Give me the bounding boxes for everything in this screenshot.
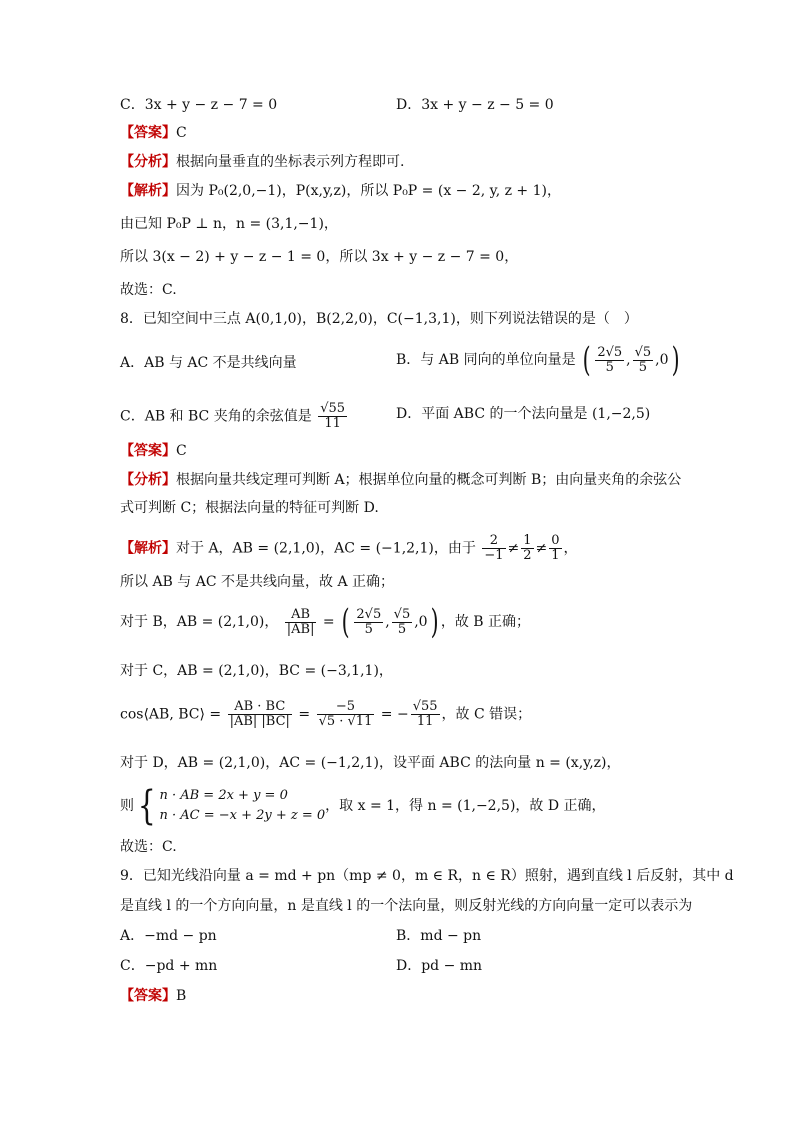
q8-solution-row-c2: cos⟨AB, BC⟩ = $\frac{AB \cdot BC}{|AB| |BC|}$ = $\frac{-5}{√5 \cdot √11}$ = − $\frac{√55}{11}$ ，故 C 错误； bbox=[120, 699, 532, 729]
q9-option-b: B．md − pn bbox=[396, 928, 482, 944]
q8-solution-row-d2: 则{ n · AB = 2x + y = 0 n · AC = −x + 2y + z = 0 ，取 x = 1，得 n = (1,−2,5)，故 D 正确， bbox=[120, 783, 606, 829]
q8-solution-row-a: 【解析】对于 A，AB = (2,1,0)，AC = (−1,2,1)，由于 $\frac{2}{-1}$ ≠ $\frac{1}{2}$ ≠ $\frac{0}{1}$ ， bbox=[120, 533, 578, 563]
solution-text: 对于 A，AB = (2,1,0)，AC = (−1,2,1)，由于 bbox=[176, 540, 476, 557]
option-b-text: B．与 AB 同向的单位向量是 bbox=[396, 352, 576, 368]
answer-value: C bbox=[176, 125, 187, 141]
analysis-tag: 【分析】 bbox=[120, 154, 176, 170]
solution-text: 因为 P₀(2,0,−1)，P(x,y,z)，所以 P₀P = (x − 2, y, z + 1)， bbox=[176, 183, 561, 199]
q8-stem: 8．已知空间中三点 A(0,1,0)，B(2,2,0)，C(−1,3,1)，则下列说法错误的是（ ） bbox=[120, 311, 638, 327]
q8-option-d: D．平面 ABC 的一个法向量是 (1,−2,5) bbox=[396, 406, 651, 422]
q9-stem-2: 是直线 l 的一个方向向量，n 是直线 l 的一个法向量，则反射光线的方向向量一定可以表示为 bbox=[120, 898, 693, 914]
q8-analysis-row-1 bbox=[120, 470, 681, 490]
q7-solution-row-4: 故选：C. bbox=[120, 282, 177, 298]
q8-solution-row-a2: 所以 AB 与 AC 不是共线向量，故 A 正确； bbox=[120, 574, 395, 590]
answer-value: C bbox=[176, 443, 187, 459]
solution-text: 对于 B，AB = (2,1,0)， bbox=[120, 614, 279, 630]
q7-solution-row-1 bbox=[120, 181, 561, 201]
equation-system: n · AB = 2x + y = 0 n · AC = −x + 2y + z = 0 bbox=[159, 788, 326, 823]
q7-analysis-row bbox=[120, 152, 404, 172]
right-paren: ) bbox=[430, 602, 439, 642]
fraction: $\frac{√5}{5}$ bbox=[634, 344, 652, 375]
answer-value: B bbox=[176, 988, 187, 1004]
q9-answer-row bbox=[120, 986, 186, 1006]
q9-option-d: D．pd − mn bbox=[396, 958, 483, 974]
q8-solution-end: 故选：C. bbox=[120, 839, 177, 855]
q9-option-a: A．−md − pn bbox=[120, 928, 217, 944]
fraction: $\frac{-5}{√5 \cdot √11}$ bbox=[318, 699, 373, 729]
solution-tag: 【解析】 bbox=[120, 540, 176, 557]
analysis-text: 根据向量共线定理可判断 A；根据单位向量的概念可判断 B；由向量夹角的余弦公 bbox=[176, 472, 682, 488]
q8-option-c bbox=[120, 402, 349, 431]
q8-solution-row-d1: 对于 D，AB = (2,1,0)，AC = (−1,2,1)，设平面 ABC 的法向量 n = (x,y,z)， bbox=[120, 755, 621, 771]
fraction: $\frac{2√5}{5}$ bbox=[597, 344, 623, 375]
fraction: $\frac{1}{2}$ bbox=[523, 533, 532, 563]
q8-solution-row-b: 对于 B，AB = (2,1,0)， $\frac{AB}{|AB|}$ = ( $\frac{2√5}{5}$ , $\frac{√5}{5}$ ,0) ，故 B 正确； bbox=[120, 602, 531, 642]
q7-solution-row-2: 由已知 P₀P ⊥ n，n = (3,1,−1)， bbox=[120, 216, 338, 232]
left-paren: ( bbox=[341, 602, 350, 642]
answer-tag: 【答案】 bbox=[120, 988, 176, 1004]
q7-solution-row-3: 所以 3(x − 2) + y − z − 1 = 0，所以 3x + y − z − 7 = 0， bbox=[120, 249, 519, 265]
q9-option-c: C．−pd + mn bbox=[120, 958, 218, 974]
q7-option-c: C．3x + y − z − 7 = 0 bbox=[120, 97, 278, 113]
q8-option-b: B．与 AB 同向的单位向量是 ( $\frac{2√5}{5}$ , $\frac{√5}{5}$ ,0) bbox=[396, 340, 680, 380]
q9-stem-1: 9．已知光线沿向量 a = md + pn（mp ≠ 0，m ∈ R，n ∈ R）照射，遇到直线 l 后反射，其中 d bbox=[120, 868, 734, 884]
left-brace: { bbox=[137, 783, 156, 829]
option-c-text: C．AB 和 BC 夹角的余弦值是 bbox=[120, 408, 312, 425]
q8-analysis-row-2: 式可判断 C；根据法向量的特征可判断 D. bbox=[120, 500, 379, 516]
q7-option-d: D．3x + y − z − 5 = 0 bbox=[396, 97, 554, 113]
solution-tag: 【解析】 bbox=[120, 183, 176, 199]
answer-tag: 【答案】 bbox=[120, 443, 176, 459]
q8-option-a: A．AB 与 AC 不是共线向量 bbox=[120, 355, 297, 371]
fraction: $\frac{2√5}{5}$ bbox=[356, 606, 382, 637]
right-paren: ) bbox=[671, 340, 680, 380]
answer-tag: 【答案】 bbox=[120, 125, 176, 141]
q7-answer-row bbox=[120, 123, 187, 143]
solution-text: 则 bbox=[120, 798, 134, 814]
analysis-tag: 【分析】 bbox=[120, 472, 176, 488]
q8-answer-row bbox=[120, 441, 187, 461]
analysis-text: 根据向量垂直的坐标表示列方程即可. bbox=[176, 154, 405, 170]
fraction: $\frac{√55}{11}$ bbox=[320, 401, 346, 431]
fraction: $\frac{2}{-1}$ bbox=[484, 533, 504, 563]
q8-solution-row-c1: 对于 C，AB = (2,1,0)，BC = (−3,1,1)， bbox=[120, 663, 393, 679]
fraction: $\frac{AB \cdot BC}{|AB| |BC|}$ bbox=[229, 699, 290, 729]
solution-text: cos⟨AB, BC⟩ = bbox=[120, 706, 222, 723]
fraction: $\frac{0}{1}$ bbox=[551, 533, 560, 563]
left-paren: ( bbox=[582, 340, 591, 380]
fraction: $\frac{√55}{11}$ bbox=[412, 699, 438, 729]
fraction: $\frac{√5}{5}$ bbox=[393, 606, 411, 637]
fraction: $\frac{AB}{|AB|}$ bbox=[286, 606, 315, 637]
